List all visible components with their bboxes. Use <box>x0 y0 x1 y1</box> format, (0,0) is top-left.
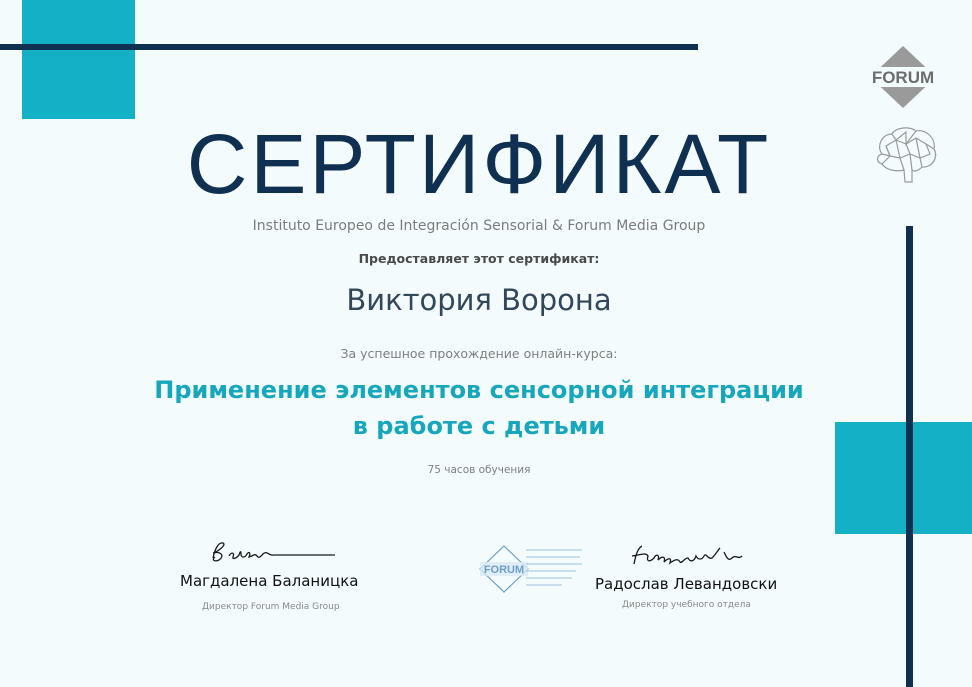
decor-square-top-left <box>22 0 135 119</box>
presents-label: Предоставляет этот сертификат: <box>358 251 600 266</box>
course-title-line1: Применение элементов сенсорной интеграции <box>154 376 804 404</box>
signatory-1-name: Магдалена Баланицка <box>180 572 359 590</box>
completion-label: За успешное прохождение онлайн-курса: <box>340 346 618 361</box>
signature-1 <box>205 538 345 570</box>
certificate-title: СЕРТИФИКАТ <box>186 117 772 211</box>
signatory-2-name: Радослав Левандовски <box>595 575 778 593</box>
company-stamp <box>476 542 586 598</box>
course-title <box>0 372 958 444</box>
signatory-2-role: Директор учебного отдела <box>622 600 751 610</box>
decor-line-top <box>0 44 698 50</box>
forum-logo-text: FORUM <box>871 68 935 87</box>
course-hours: 75 часов обучения <box>427 464 531 476</box>
forum-logo <box>868 44 938 114</box>
stamp-logo-text: FORUM <box>483 564 525 576</box>
signature-2 <box>628 540 758 574</box>
recipient-name: Виктория Ворона <box>346 283 612 317</box>
signatory-1-role: Директор Forum Media Group <box>202 602 340 612</box>
organization-name: Instituto Europeo de Integración Sensorial & Forum Media Group <box>252 218 706 234</box>
course-title-line2: в работе с детьми <box>352 412 606 440</box>
